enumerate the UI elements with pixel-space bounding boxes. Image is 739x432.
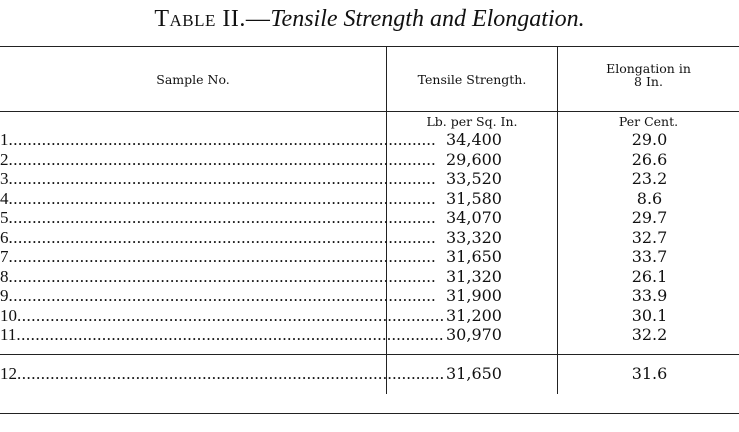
sample-cell: [0, 305, 445, 326]
table-row: [0, 286, 739, 306]
table-row: [0, 228, 739, 248]
elongation-cell: 32.2: [631, 325, 668, 344]
bottom-rule: [0, 413, 739, 414]
strength-cell: 34,400: [446, 130, 502, 149]
sample-number: 7: [0, 247, 9, 266]
unit-elongation: Per Cent.: [618, 114, 679, 129]
top-rule: [0, 46, 739, 47]
table-row: [0, 189, 739, 209]
sample-cell: [0, 247, 436, 267]
sample-cell: [0, 130, 436, 150]
strength-cell: 31,320: [446, 266, 502, 286]
table-body: [0, 130, 739, 345]
sample-cell: [0, 227, 436, 248]
sample-number: 10: [0, 305, 17, 325]
elongation-cell: 31.6: [631, 364, 668, 383]
header-elongation: [558, 62, 739, 88]
header-elongation-line1: Elongation in: [606, 61, 691, 76]
table-row: [0, 267, 739, 287]
strength-cell: 31,580: [446, 188, 502, 208]
table-row: [0, 169, 739, 189]
sample-number: 6: [0, 227, 9, 247]
leader-dots: ..........................................................................................: [8, 208, 436, 227]
sample-number: 3: [0, 169, 9, 188]
elongation-cell: 33.9: [631, 286, 668, 305]
strength-cell: 33,320: [446, 227, 502, 247]
strength-cell: 29,600: [446, 149, 502, 169]
sample-cell: [0, 286, 436, 306]
leader-dots: ..........................................................................................: [8, 227, 436, 247]
elongation-cell: 30.1: [631, 305, 668, 325]
sample-cell: [0, 325, 444, 345]
sample-number: 5: [0, 208, 9, 227]
leader-dots: ..........................................................................................: [17, 305, 445, 325]
leader-dots: ..........................................................................................: [16, 325, 444, 344]
table-number: Table II.—: [154, 6, 271, 32]
strength-cell: 31,200: [446, 305, 502, 325]
leader-dots: ..........................................................................................: [8, 247, 436, 266]
header-sample-no: Sample No.: [156, 72, 230, 87]
table-row: [0, 150, 739, 170]
table-row: [0, 325, 739, 345]
table-caption: [0, 4, 739, 34]
leader-dots: ..........................................................................................: [8, 266, 436, 286]
elongation-cell: 33.7: [631, 247, 668, 266]
elongation-cell: 29.0: [631, 130, 668, 149]
header-tensile-strength: Tensile Strength.: [417, 72, 527, 87]
elongation-cell: 23.2: [631, 169, 668, 188]
elongation-cell: 26.6: [631, 149, 668, 169]
strength-cell: 31,900: [446, 286, 502, 305]
table-title: Tensile Strength and Elongation.: [270, 6, 585, 32]
sample-number: 1: [0, 130, 9, 149]
sample-number: 8: [0, 266, 9, 286]
sample-cell: [0, 208, 436, 228]
leader-dots: ..........................................................................................: [17, 364, 445, 383]
leader-dots: ..........................................................................................: [8, 188, 436, 208]
strength-cell: 34,070: [446, 208, 502, 227]
sample-number: 4: [0, 188, 9, 208]
leader-dots: ..........................................................................................: [8, 130, 436, 149]
leader-dots: ..........................................................................................: [8, 149, 436, 169]
elongation-cell: 8.6: [636, 188, 663, 208]
table-row: [0, 247, 739, 267]
table-row: [0, 130, 739, 150]
strength-cell: 31,650: [446, 247, 502, 266]
table-row-final: [0, 354, 739, 394]
leader-dots: ..........................................................................................: [8, 286, 436, 305]
table-row: [0, 306, 739, 326]
sample-cell: [0, 149, 436, 170]
sample-cell: [0, 188, 436, 209]
sample-number: 9: [0, 286, 9, 305]
sample-cell: [0, 354, 445, 394]
sample-number: 2: [0, 149, 9, 169]
sample-cell: [0, 266, 436, 287]
elongation-cell: 32.7: [631, 227, 668, 247]
sample-number: 11: [0, 325, 17, 344]
header-rule: [0, 111, 739, 112]
sample-cell: [0, 169, 436, 189]
table-row: [0, 208, 739, 228]
strength-cell: 33,520: [446, 169, 502, 188]
elongation-cell: 29.7: [631, 208, 668, 227]
strength-cell: 31,650: [446, 364, 502, 383]
elongation-cell: 26.1: [631, 266, 668, 286]
sample-number: 12: [0, 364, 17, 383]
leader-dots: ..........................................................................................: [8, 169, 436, 188]
header-elongation-line2: 8 In.: [634, 74, 663, 89]
unit-strength: Lb. per Sq. In.: [426, 114, 518, 129]
strength-cell: 30,970: [446, 325, 502, 344]
